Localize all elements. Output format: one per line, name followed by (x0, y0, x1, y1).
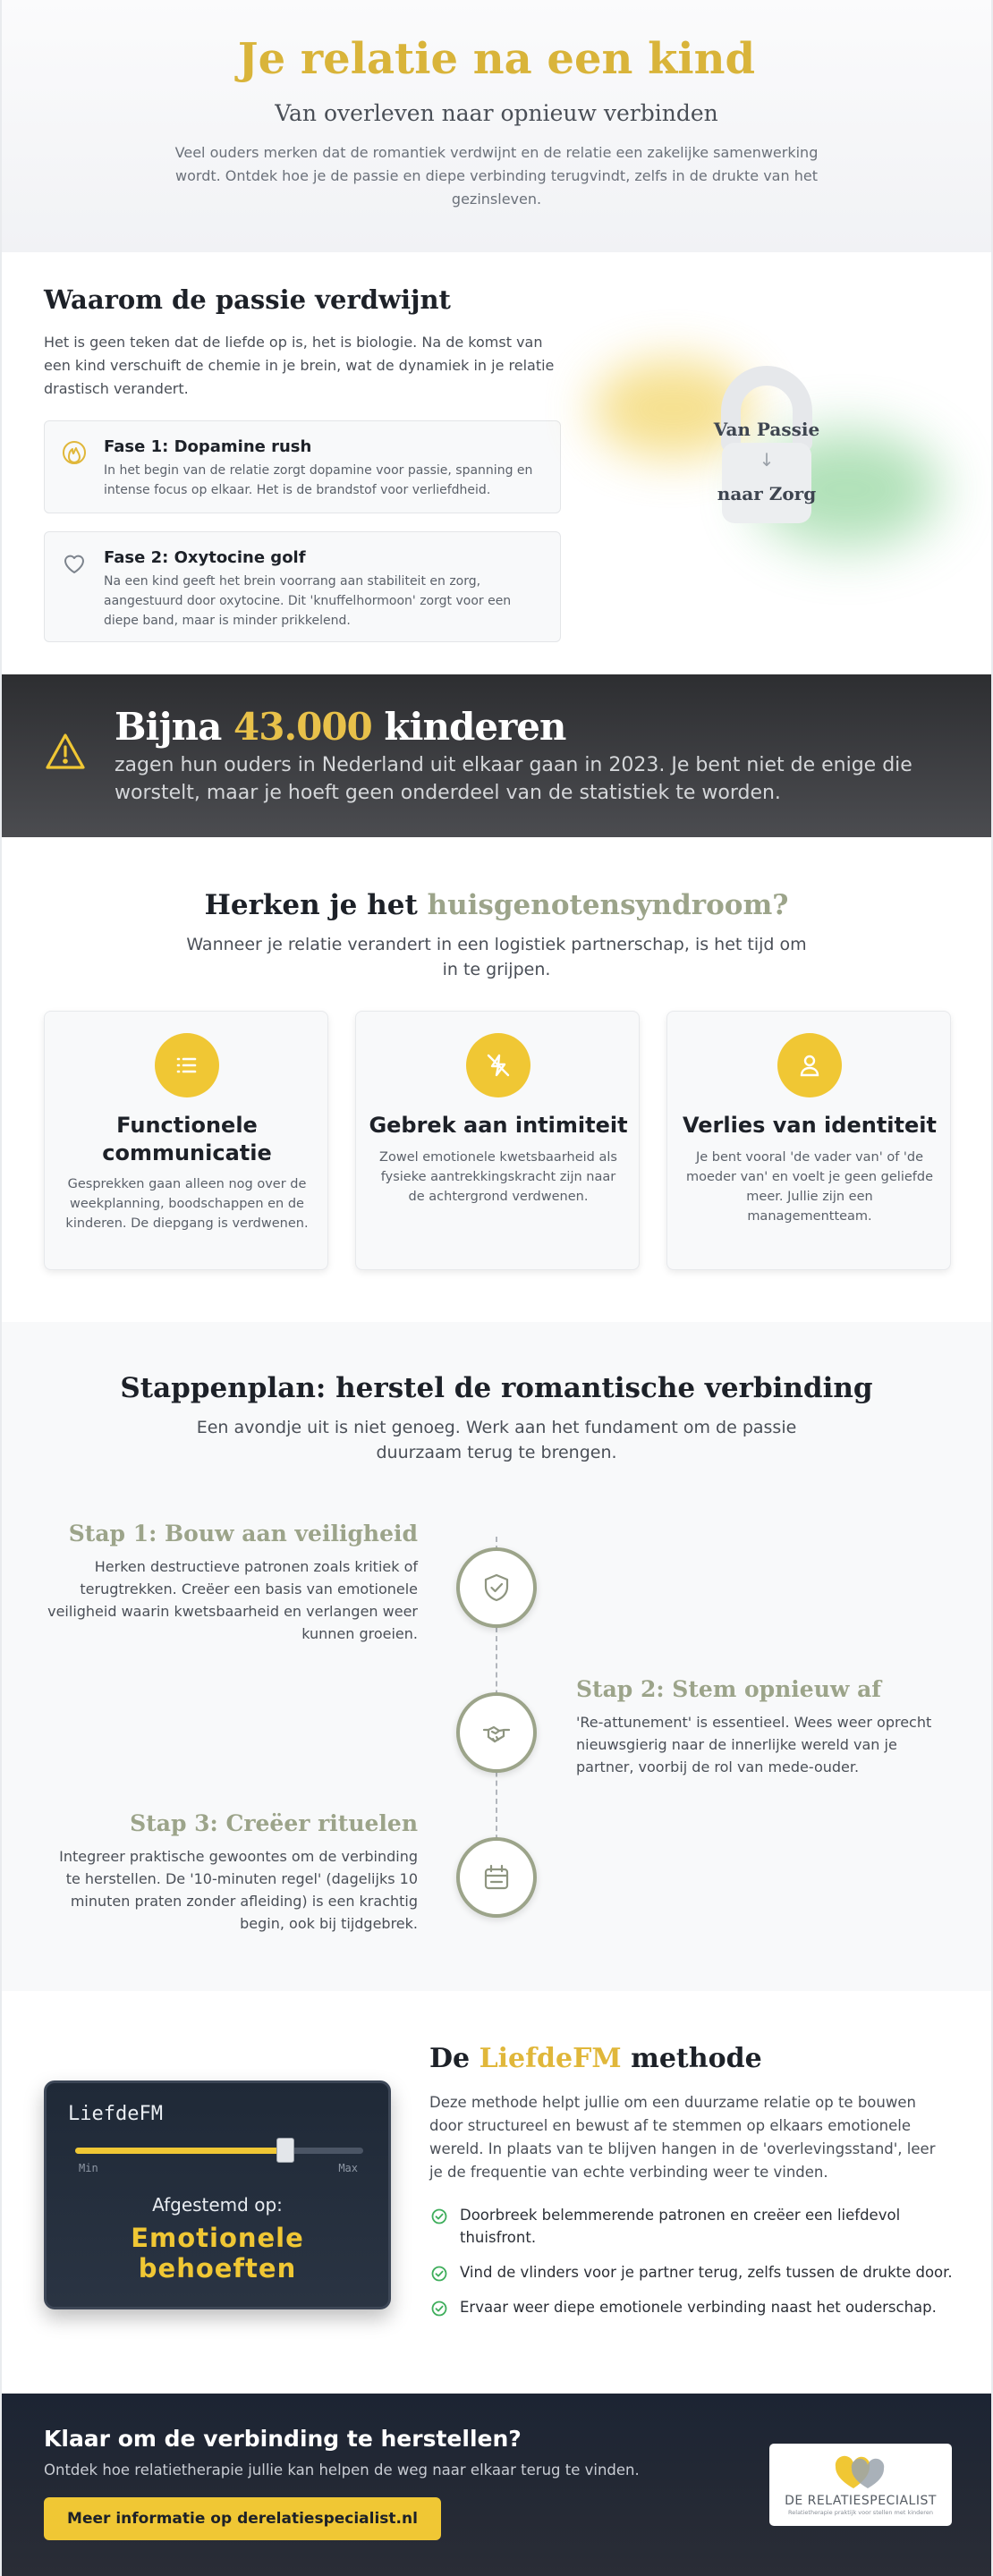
logo-hearts-icon (828, 2454, 891, 2492)
methode-heading-prefix: De (429, 2043, 471, 2074)
card-text: Je bent vooral 'de vader van' of 'de moeder van' en voelt je geen geliefde meer. Jullie zijn een managementteam. (685, 1150, 934, 1224)
list-icon (174, 1053, 199, 1078)
card-title: Functionele communicatie (102, 1113, 272, 1165)
step-title: Stap 3: Creëer rituelen (130, 1810, 418, 1836)
heart-lock-icon (704, 358, 829, 537)
user-icon (797, 1053, 822, 1078)
herken-heading (2, 889, 991, 921)
card-icon-circle (155, 1033, 219, 1097)
handshake-icon (481, 1717, 512, 1748)
symptom-card-identiteit (666, 1011, 951, 1270)
step-title: Stap 1: Bouw aan veiligheid (68, 1521, 418, 1546)
check-circle-icon (431, 2301, 447, 2317)
cta-text: Ontdek hoe relatietherapie jullie kan helpen de weg naar elkaar terug te vinden. (44, 2462, 640, 2479)
step-text: Integreer praktische gewoontes om de verbinding te herstellen. De '10-minuten regel' (dagelijks 10 minuten praten zonder afleiding) is een krachtig begin, ook bij tijdgebrek. (59, 1848, 418, 1932)
phase-text: In het begin van de relatie zorgt dopamine voor passie, spanning en intense focus op elkaar. Het is de brandstof voor verliefdheid. (104, 463, 533, 497)
methode-lead: Deze methode helpt jullie om een duurzame relatie op te bouwen door structureel en bewust af te stemmen op elkaars emotionele wereld. In plaats van te blijven hangen in de 'overlevingsstand', leer je de frequentie van echte verbinding weer te vinden. (429, 2094, 936, 2181)
flame-icon (61, 439, 88, 466)
benefit-text: Ervaar weer diepe emotionele verbinding naast het ouderschap. (460, 2299, 937, 2316)
phase-title: Fase 1: Dopamine rush (104, 437, 312, 456)
step-1 (44, 1521, 418, 1645)
timeline-node-3 (456, 1837, 537, 1918)
benefit-text: Doorbreek belemmerende patronen en creëer een liefdevol thuisfront. (460, 2207, 901, 2246)
more-info-button[interactable]: Meer informatie op derelatiespecialist.nl (44, 2497, 441, 2540)
methode-section (2, 1991, 991, 2394)
calendar-icon (481, 1862, 512, 1893)
radio-brand: LiefdeFM (68, 2103, 163, 2125)
hero-subtitle: Van overleven naar opnieuw verbinden (275, 100, 718, 126)
methode-heading-suffix: methode (631, 2043, 762, 2074)
benefit-list (429, 2204, 957, 2331)
card-title: Gebrek aan intimiteit (369, 1113, 628, 1138)
relatiespecialist-logo[interactable] (769, 2444, 952, 2526)
stats-heading (115, 705, 565, 749)
passie-lead: Het is geen teken dat de liefde op is, het is biologie. Na de komst van een kind verschuift de chemie in je brein, wat de dynamiek in je relatie drastisch verandert. (44, 334, 555, 397)
stats-prefix: Bijna (115, 705, 222, 749)
stats-text: zagen hun ouders in Nederland uit elkaar gaan in 2023. Je bent niet de enige die worstelt, maar je hoeft geen onderdeel van de statistiek te worden. (115, 754, 912, 804)
radio-tuned-label: Afgestemd op: (152, 2194, 283, 2216)
visual-bottom-label: naar Zorg (717, 483, 817, 504)
symptom-card-communicatie (44, 1011, 328, 1270)
radio-tuning-slider[interactable] (75, 2148, 363, 2154)
card-text: Zowel emotionele kwetsbaarheid als fysieke aantrekkingskracht zijn naar de achtergrond verdwenen. (379, 1150, 617, 1204)
hero-intro: Veel ouders merken dat de romantiek verdwijnt en de relatie een zakelijke samenwerking wordt. Ontdek hoe je de passie en diepe verbinding terugvindt, zelfs in de drukte van het gezinsleven. (174, 144, 819, 208)
herken-section (2, 837, 991, 1322)
passie-heading: Waarom de passie verdwijnt (44, 284, 451, 315)
timeline-node-2 (456, 1692, 537, 1773)
logo-tagline: Relatietherapie praktijk voor stellen met kinderen (788, 2509, 933, 2516)
card-title: Verlies van identiteit (683, 1113, 937, 1138)
benefit-item (429, 2296, 957, 2318)
step-3 (44, 1810, 418, 1935)
herken-heading-accent: huisgenotensyndroom? (427, 889, 789, 921)
check-circle-icon (431, 2208, 447, 2224)
arrow-down-icon: ↓ (759, 449, 775, 470)
stats-suffix: kinderen (384, 705, 566, 749)
methode-heading-accent: LiefdeFM (479, 2043, 622, 2074)
herken-heading-prefix: Herken je het (204, 889, 418, 921)
heart-icon (61, 550, 88, 577)
slider-fill (75, 2148, 285, 2154)
shield-check-icon (481, 1572, 512, 1603)
step-2 (576, 1676, 952, 1778)
stappen-heading: Stappenplan: herstel de romantische verbinding (120, 1372, 873, 1404)
warning-icon (45, 732, 86, 771)
cta-section (2, 2394, 991, 2576)
phase-card-oxytocine (44, 531, 561, 642)
stats-banner (2, 674, 991, 837)
hero-section (2, 0, 991, 252)
zap-off-icon (486, 1053, 511, 1078)
benefit-item (429, 2261, 957, 2284)
step-text: Herken destructieve patronen zoals kritiek of terugtrekken. Creëer een basis van emotionele veiligheid waarin kwetsbaarheid en verlangen weer kunnen groeien. (47, 1558, 418, 1642)
timeline-node-1 (456, 1547, 537, 1628)
check-circle-icon (431, 2266, 447, 2282)
slider-min-label: Min (79, 2162, 98, 2174)
benefit-item (429, 2204, 957, 2249)
methode-heading (429, 2043, 762, 2074)
benefit-text: Vind de vlinders voor je partner terug, zelfs tussen de drukte door. (460, 2264, 953, 2281)
card-icon-circle (777, 1033, 842, 1097)
phase-title: Fase 2: Oxytocine golf (104, 548, 306, 567)
step-text: 'Re-attunement' is essentieel. Wees weer oprecht nieuwsgierig naar de innerlijke wereld van je partner, voorbij de rol van mede-ouder. (576, 1714, 932, 1775)
stappen-sub: Een avondje uit is niet genoeg. Werk aan het fundament om de passie duurzaam terug te brengen. (196, 1418, 797, 1462)
page (2, 0, 991, 2576)
radio-tuned-value: Emotionele behoeften (131, 2223, 304, 2284)
liefdefm-radio-widget (44, 2080, 391, 2309)
stappenplan-section (2, 1322, 991, 1991)
slider-max-label: Max (338, 2162, 358, 2174)
slider-knob[interactable] (276, 2138, 294, 2163)
phase-text: Na een kind geeft het brein voorrang aan stabiliteit en zorg, aangestuurd door oxytocine. Dit 'knuffelhormoon' zorgt voor een diepe band, maar is minder prikkelend. (104, 574, 512, 628)
herken-sub: Wanneer je relatie verandert in een logistiek partnerschap, is het tijd om in te grijpen. (186, 935, 807, 979)
passie-section (2, 252, 991, 674)
card-text: Gesprekken gaan alleen nog over de weekplanning, boodschappen en de kinderen. De diepgang is verdwenen. (65, 1177, 309, 1231)
cta-heading: Klaar om de verbinding te herstellen? (44, 2426, 522, 2452)
visual-top-label: Van Passie (713, 419, 820, 440)
logo-name: DE RELATIESPECIALIST (785, 2494, 937, 2508)
phase-card-dopamine (44, 420, 561, 513)
step-title: Stap 2: Stem opnieuw af (576, 1676, 882, 1702)
hero-title: Je relatie na een kind (237, 34, 756, 84)
card-icon-circle (466, 1033, 530, 1097)
symptom-card-intimiteit (355, 1011, 640, 1270)
stats-number: 43.000 (233, 705, 372, 749)
